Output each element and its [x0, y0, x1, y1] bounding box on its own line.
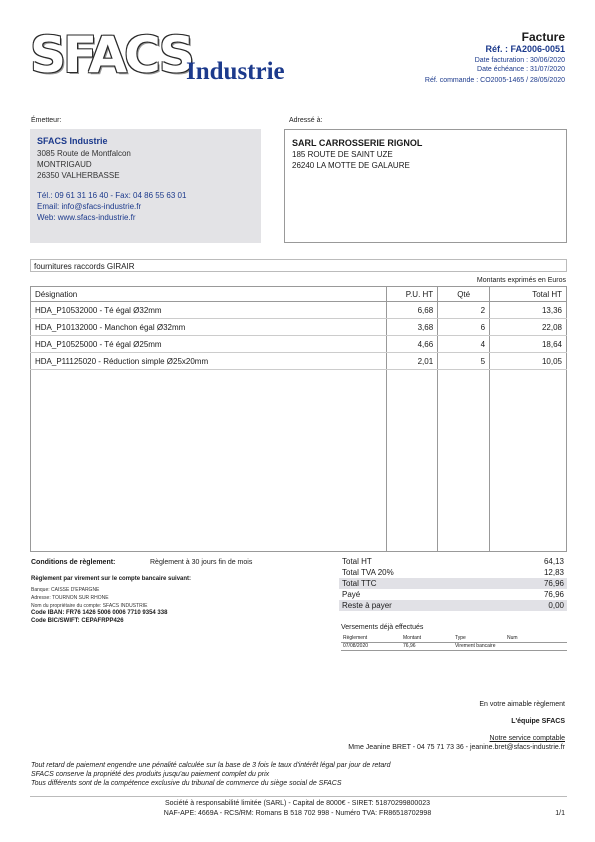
row-quantity: 2: [438, 302, 490, 319]
header-total: Total HT: [490, 287, 567, 302]
total-row: [339, 567, 567, 578]
payments-header: [341, 634, 567, 642]
emitter-label: Émetteur:: [31, 117, 62, 124]
header-quantity: Qté: [438, 287, 490, 302]
row-total: 18,64: [490, 336, 567, 353]
table-row: [31, 353, 567, 370]
bank-address: Adresse: TOURNON SUR RHONE: [31, 595, 109, 601]
account-holder: Nom du propriétaire du compte: SFACS INDUSTRIE: [31, 603, 148, 609]
accounting-contact[interactable]: Mme Jeanine BRET - 04 75 71 73 36 - jeanine.bret@sfacs-industrie.fr: [348, 744, 565, 751]
payments-header-amount: Montant: [401, 634, 453, 642]
legal-jurisdiction: Tous différents sont de la compétence exclusive du tribunal de commerce du siège social de SFACS: [31, 780, 342, 787]
header-designation: Désignation: [31, 287, 387, 302]
total-label: Reste à payer: [339, 600, 496, 611]
company-logo-subtitle: Industrie: [186, 58, 285, 85]
recipient-box: [284, 129, 567, 243]
table-row: [31, 302, 567, 319]
payment-conditions-value: Règlement à 30 jours fin de mois: [150, 559, 253, 566]
total-value: 76,96: [496, 578, 567, 589]
items-table: [30, 286, 567, 552]
footer-registration: NAF-APE: 4669A - RCS/RM: Romans B 518 702 998 - Numéro TVA: FR86518702998: [163, 810, 432, 817]
total-row: [339, 578, 567, 589]
totals-table: [339, 556, 567, 611]
row-total: 22,08: [490, 319, 567, 336]
row-unit-price: 3,68: [387, 319, 438, 336]
row-designation: HDA_P10132000 - Manchon égal Ø32mm: [31, 319, 387, 336]
total-row: [339, 600, 567, 611]
billing-date: Date facturation : 30/06/2020: [474, 57, 565, 64]
payments-table: [341, 634, 567, 651]
bank-iban: Code IBAN: FR76 1426 5006 0006 7710 9354 338: [31, 610, 168, 616]
emitter-name: SFACS Industrie: [37, 136, 108, 146]
recipient-name: SARL CARROSSERIE RIGNOL: [292, 138, 423, 148]
payment-type: Virement bancaire: [453, 642, 505, 650]
legal-ownership: SFACS conserve la propriété des produits jusqu'au paiement complet du prix: [31, 771, 270, 778]
footer-divider: [30, 796, 567, 797]
row-total: 10,05: [490, 353, 567, 370]
currency-note: Montants exprimés en Euros: [476, 277, 566, 284]
row-designation: HDA_P10525000 - Té égal Ø25mm: [31, 336, 387, 353]
footer-company-info: Société à responsabilité limitée (SARL) - Capital de 8000€ - SIRET: 51870299800023: [165, 800, 430, 807]
total-row: [339, 589, 567, 600]
total-row: [339, 556, 567, 567]
bank-transfer-title: Règlement par virement sur le compte bancaire suivant:: [31, 576, 192, 582]
emitter-address-1: 3085 Route de Montfalcon: [37, 149, 131, 158]
emitter-email[interactable]: Email: info@sfacs-industrie.fr: [37, 202, 142, 211]
row-unit-price: 6,68: [387, 302, 438, 319]
recipient-address-2: 26240 LA MOTTE DE GALAURE: [292, 161, 410, 170]
invoice-title: Facture: [521, 30, 565, 44]
payment-date: 07/08/2020: [341, 642, 401, 650]
team-signature: L'équipe SFACS: [511, 718, 565, 725]
legal-late-penalty: Tout retard de paiement engendre une pénalité calculée sur la base de 3 fois le taux d'intérêt légal par jour de retard: [31, 762, 391, 769]
total-label: Payé: [342, 590, 361, 599]
recipient-address-1: 185 ROUTE DE SAINT UZE: [292, 150, 393, 159]
company-logo: SFACS: [30, 26, 192, 84]
payments-header-type: Type: [453, 634, 505, 642]
row-designation: HDA_P10532000 - Té égal Ø32mm: [31, 302, 387, 319]
total-value: 12,83: [543, 568, 564, 577]
row-designation: HDA_P11125020 - Réduction simple Ø25x20mm: [31, 353, 387, 370]
page-number: 1/1: [555, 810, 565, 817]
order-reference: Réf. commande : CO2005-1465 / 28/05/2020: [424, 77, 565, 84]
total-value: 0,00: [496, 600, 567, 611]
payment-number: [505, 642, 567, 650]
total-value: 76,96: [543, 590, 564, 599]
total-label: Total HT: [342, 557, 372, 566]
total-label: Total TVA 20%: [342, 568, 394, 577]
payment-row: [341, 642, 567, 650]
row-quantity: 4: [438, 336, 490, 353]
row-quantity: 5: [438, 353, 490, 370]
emitter-phone: Tél.: 09 61 31 16 40 - Fax: 04 86 55 63 01: [37, 191, 187, 200]
bank-bic: Code BIC/SWIFT: CEPAFRPP426: [31, 618, 124, 624]
emitter-address-3: 26350 VALHERBASSE: [37, 171, 120, 180]
items-table-header: [31, 287, 567, 302]
row-unit-price: 2,01: [387, 353, 438, 370]
due-date: Date échéance : 31/07/2020: [477, 66, 565, 73]
table-filler-row: [31, 370, 567, 552]
invoice-reference: Réf. : FA2006-0051: [485, 44, 565, 54]
bank-name: Banque: CAISSE D'EPARGNE: [31, 587, 100, 593]
row-unit-price: 4,66: [387, 336, 438, 353]
recipient-label: Adressé à:: [289, 117, 323, 124]
header-unit-price: P.U. HT: [387, 287, 438, 302]
table-row: [31, 336, 567, 353]
total-value: 64,13: [543, 557, 564, 566]
accounting-service: Notre service comptable: [489, 735, 565, 742]
row-quantity: 6: [438, 319, 490, 336]
payments-title: Versements déjà effectués: [341, 624, 424, 631]
payments-header-number: Num: [505, 634, 567, 642]
emitter-address-2: MONTRIGAUD: [37, 160, 92, 169]
row-total: 13,36: [490, 302, 567, 319]
closing-greeting: En votre aimable règlement: [479, 701, 565, 708]
emitter-website[interactable]: Web: www.sfacs-industrie.fr: [37, 213, 136, 222]
payment-amount: 76,96: [401, 642, 453, 650]
table-row: [31, 319, 567, 336]
payment-conditions-label: Conditions de règlement:: [31, 559, 116, 566]
total-label: Total TTC: [339, 578, 496, 589]
invoice-subject: fournitures raccords GIRAIR: [30, 259, 567, 272]
payments-header-date: Règlement: [341, 634, 401, 642]
emitter-box: [30, 129, 261, 243]
